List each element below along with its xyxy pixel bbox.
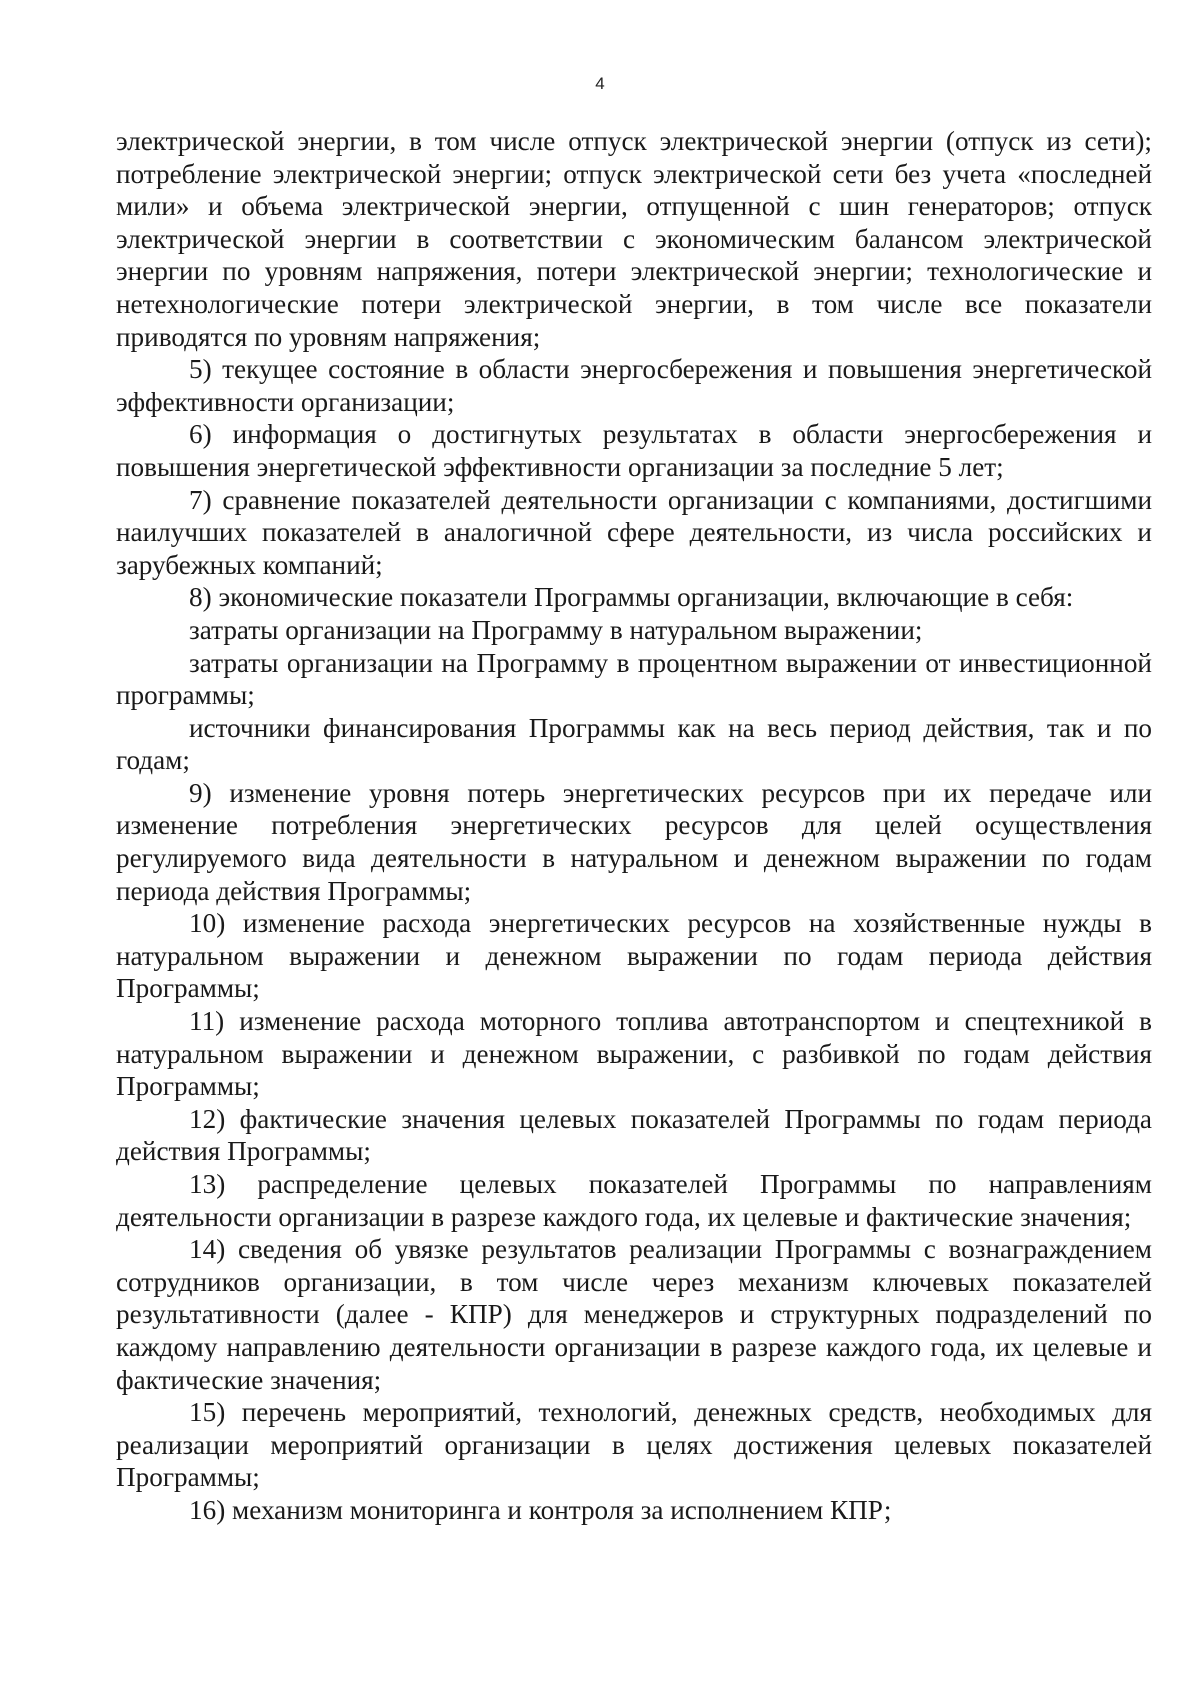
sub-item-costs-natural: затраты организации на Программу в натуральном выражении;	[189, 614, 923, 645]
list-item-15: 15) перечень мероприятий, технологий, денежных средств, необходимых для реализации мероприятий организации в целях достижения целевых показателей Программы;	[116, 1397, 1152, 1493]
list-item-10: 10) изменение расхода энергетических ресурсов на хозяйственные нужды в натуральном выражении и денежном выражении по годам периода действия Программы;	[116, 908, 1152, 1004]
sub-item-costs-percent: затраты организации на Программу в процентном выражении от инвестиционной программы;	[116, 647, 1152, 711]
list-item-6: 6) информация о достигнутых результатах в области энергосбережения и повышения энергетической эффективности организации за последние 5 лет;	[116, 419, 1152, 482]
list-item-9: 9) изменение уровня потерь энергетических ресурсов при их передаче или изменение потребления энергетических ресурсов для целей осуществления регулируемого вида деятельности в натуральном и денежном выражении по годам периода действия Программы;	[116, 777, 1152, 906]
paragraph-continuation: электрической энергии, в том числе отпуск электрической энергии (отпуск из сети); потребление электрической энергии; отпуск электрической сети без учета «последней мили» и объема электрической энергии, отпущенной с шин генераторов; отпуск электрической энергии в соответствии с экономическим балансом электрической энергии по уровням напряжения, потери электрической энергии; технологические и нетехнологические потери электрической энергии, в том числе все показатели приводятся по уровням напряжения;	[116, 126, 1152, 352]
list-item-14: 14) сведения об увязке результатов реализации Программы с вознаграждением сотрудников организации, в том числе через механизм ключевых показателей результативности (далее - КПР) для менеджеров и структурных подразделений по каждому направлению деятельности организации в разрезе каждого года, их целевые и фактические значения;	[116, 1234, 1152, 1395]
sub-item-funding-sources: источники финансирования Программы как на весь период действия, так и по годам;	[116, 712, 1152, 776]
list-item-11: 11) изменение расхода моторного топлива автотранспортом и спецтехникой в натуральном выражении и денежном выражении, с разбивкой по годам действия Программы;	[116, 1006, 1152, 1102]
list-item-5: 5) текущее состояние в области энергосбережения и повышения энергетической эффективности организации;	[116, 354, 1152, 417]
page-number: 4	[595, 74, 605, 93]
list-item-12: 12) фактические значения целевых показателей Программы по годам периода действия Программы;	[116, 1103, 1152, 1167]
list-item-13: 13) распределение целевых показателей Программы по направлениям деятельности организации в разрезе каждого года, их целевые и фактические значения;	[116, 1169, 1152, 1232]
document-body	[116, 125, 1152, 1527]
list-item-16: 16) механизм мониторинга и контроля за исполнением КПР;	[189, 1494, 892, 1525]
list-item-8: 8) экономические показатели Программы организации, включающие в себя:	[189, 582, 1074, 613]
list-item-7: 7) сравнение показателей деятельности организации с компаниями, достигшими наилучших показателей в аналогичной сфере деятельности, из числа российских и зарубежных компаний;	[116, 484, 1152, 580]
